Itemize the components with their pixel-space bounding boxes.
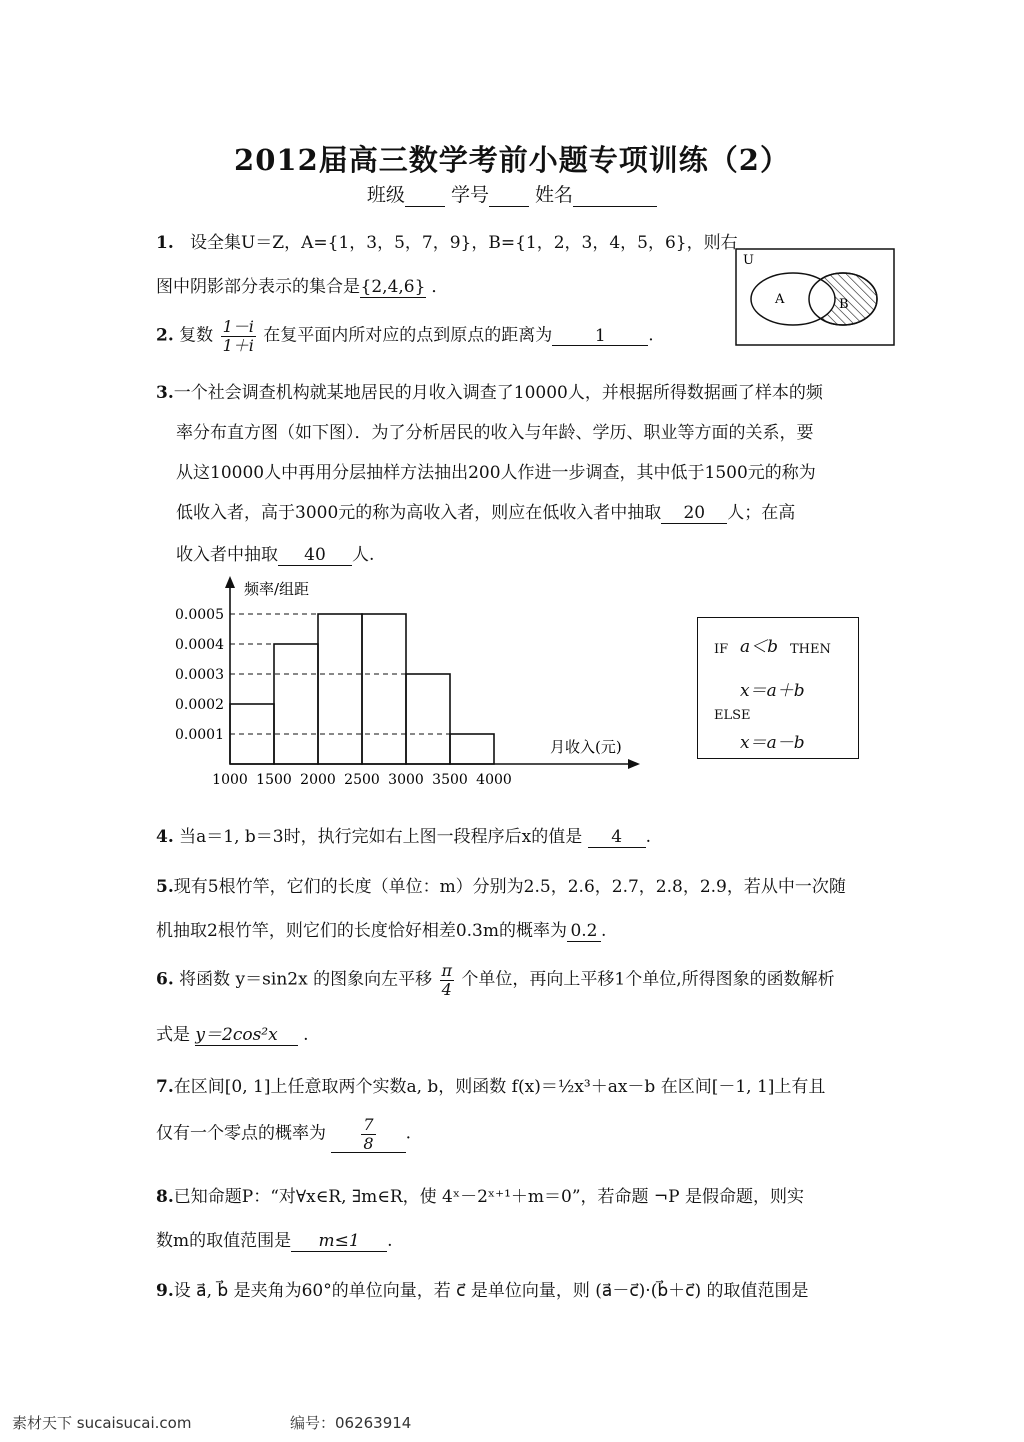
id-label: 学号 xyxy=(450,184,489,206)
q5-answer: 0.2 xyxy=(567,922,601,942)
footer-watermark xyxy=(0,1404,1024,1442)
q5-text-2: 机抽取2根竹竿，则它们的长度恰好相差0.3m的概率为 xyxy=(156,921,567,941)
x-axis-label: 月收入(元) xyxy=(550,738,622,756)
y-tick-label: 0.0002 xyxy=(175,697,224,713)
x-tick-label: 1000 xyxy=(212,772,248,788)
y-tick-label: 0.0003 xyxy=(175,667,224,683)
q8-number: 8. xyxy=(156,1187,174,1207)
q7-frac-den: 8 xyxy=(363,1133,374,1153)
q5-line1 xyxy=(156,872,846,897)
q3-answer-low: 20 xyxy=(661,504,727,524)
prog-stmt-2: x＝a－b xyxy=(740,733,805,753)
q3-line1 xyxy=(156,378,823,403)
name-blank xyxy=(573,184,657,207)
q5-text-1: 现有5根竹竿，它们的长度（单位：m）分别为2.5，2.6，2.7，2.8，2.9，若从中一次随 xyxy=(173,877,846,897)
q3-text-1: 一个社会调查机构就某地居民的月收入调查了10000人，并根据所得数据画了样本的频 xyxy=(173,383,823,403)
q7-end: . xyxy=(405,1123,411,1144)
q8-end: . xyxy=(387,1231,393,1251)
q9-line xyxy=(156,1276,809,1301)
histogram-bar xyxy=(406,674,450,764)
q2-answer: 1 xyxy=(552,327,648,347)
x-tick-label: 2500 xyxy=(344,772,380,788)
q2-line xyxy=(156,318,654,354)
q3-text-5b: 人. xyxy=(352,545,375,565)
venn-b-label: B xyxy=(839,297,849,312)
q8-line2 xyxy=(156,1226,393,1252)
q4-text: 当a＝1, b＝3时，执行完如右上图一段程序后x的值是 xyxy=(179,827,583,847)
q2-number: 2. xyxy=(156,325,174,346)
q2-post: 在复平面内所对应的点到原点的距离为 xyxy=(263,325,553,346)
q5-number: 5. xyxy=(156,877,174,897)
footer-site: 素材天下 sucaisucai.com xyxy=(12,1414,192,1432)
q4-end: . xyxy=(645,827,652,847)
q2-frac-den: 1＋i xyxy=(222,335,254,355)
q6-line1 xyxy=(156,962,835,998)
prog-cond: a＜b xyxy=(740,637,779,657)
histogram-bar xyxy=(450,734,494,764)
x-tick-label: 3500 xyxy=(432,772,468,788)
q3-text-4b: 人；在高 xyxy=(727,503,796,523)
prog-then: THEN xyxy=(790,642,831,657)
q3-line5 xyxy=(176,540,374,566)
q7-text-2: 仅有一个零点的概率为 xyxy=(156,1123,326,1144)
footer-code: 编号：06263914 xyxy=(290,1414,412,1432)
prog-stmt-1: x＝a＋b xyxy=(740,681,805,701)
q1-answer: {2,4,6} xyxy=(360,277,426,297)
q3-answer-high: 40 xyxy=(278,546,352,566)
q2-pre: 复数 xyxy=(179,325,214,346)
q6-frac-num: π xyxy=(441,961,453,980)
x-tick-label: 3000 xyxy=(388,772,424,788)
q3-line2: 率分布直方图（如下图）．为了分析居民的收入与年龄、学历、职业等方面的关系，要 xyxy=(176,423,814,443)
histogram-bar xyxy=(362,614,406,764)
q7-answer xyxy=(331,1116,405,1153)
class-blank xyxy=(405,184,445,207)
y-tick-label: 0.0005 xyxy=(175,607,224,623)
q3-line3: 从这10000人中再用分层抽样方法抽出200人作进一步调查，其中低于1500元的称为 xyxy=(176,463,816,483)
program-box xyxy=(697,617,859,759)
q6-line2 xyxy=(156,1020,309,1045)
q8-text-1: 已知命题P：“对∀x∈R, ∃m∈R，使 4ˣ－2ˣ⁺¹＋m＝0”，若命题 ¬P 是假命题，则实 xyxy=(173,1187,804,1207)
q1-line1 xyxy=(156,228,738,253)
histogram-chart xyxy=(160,572,660,792)
q7-line2 xyxy=(156,1116,411,1153)
q6-text-2: 式是 xyxy=(156,1025,190,1045)
q2-fraction xyxy=(221,318,256,354)
q3-number: 3. xyxy=(156,383,174,403)
q8-text-2: 数m的取值范围是 xyxy=(156,1231,292,1251)
prog-else: ELSE xyxy=(714,708,751,723)
x-tick-label: 1500 xyxy=(256,772,292,788)
histogram-bar xyxy=(318,614,362,764)
histogram-bar xyxy=(274,644,318,764)
q3-text-4a: 低收入者，高于3000元的称为高收入者，则应在低收入者中抽取 xyxy=(176,503,662,523)
name-label: 姓名 xyxy=(535,184,574,206)
q3-line4 xyxy=(176,498,795,524)
venn-diagram xyxy=(735,248,895,346)
x-tick-label: 2000 xyxy=(300,772,336,788)
venn-set-a xyxy=(751,273,835,325)
q6-end: . xyxy=(303,1025,309,1045)
id-blank xyxy=(489,184,529,207)
q3-text-5a: 收入者中抽取 xyxy=(176,545,278,565)
y-axis-label: 频率/组距 xyxy=(244,580,310,598)
q6-frac-den: 4 xyxy=(441,979,452,999)
q6-number: 6. xyxy=(156,969,174,990)
venn-u-label: U xyxy=(743,253,754,268)
q9-number: 9. xyxy=(156,1281,174,1301)
q4-line xyxy=(156,822,651,848)
q5-line2 xyxy=(156,916,606,942)
q7-number: 7. xyxy=(156,1077,174,1097)
q1-end: ． xyxy=(431,277,449,297)
q4-answer: 4 xyxy=(588,828,646,848)
q7-text-1: 在区间[0, 1]上任意取两个实数a, b，则函数 f(x)＝½x³＋ax－b 在区间[－1, 1]上有且 xyxy=(173,1077,826,1097)
q7-frac-num: 7 xyxy=(363,1115,374,1134)
q4-number: 4. xyxy=(156,827,174,847)
q5-end: . xyxy=(600,921,607,941)
page-title: 2012届高三数学考前小题专项训练（2） xyxy=(234,143,790,177)
y-tick-label: 0.0001 xyxy=(175,727,224,743)
q2-frac-num: 1－i xyxy=(222,317,254,336)
q9-text: 设 a⃗, b⃗ 是夹角为60°的单位向量，若 c⃗ 是单位向量，则 (a⃗－c⃗)·(b⃗＋c⃗) 的取值范围是 xyxy=(173,1281,809,1301)
q6-pre: 将函数 y＝sin2x 的图象向左平移 xyxy=(179,969,433,990)
q6-post: 个单位，再向上平移1个单位,所得图象的函数解析 xyxy=(461,969,835,990)
q1-number: 1. xyxy=(156,233,174,253)
prog-if: IF xyxy=(714,642,729,657)
q7-fraction xyxy=(361,1116,375,1152)
q7-line1 xyxy=(156,1072,825,1097)
x-tick-label: 4000 xyxy=(476,772,512,788)
q6-fraction xyxy=(440,962,455,998)
y-axis-arrow xyxy=(225,576,235,588)
q1-text: 设全集U＝Z，A={1，3，5，7，9}，B={1，2，3，4，5，6}，则右 xyxy=(189,233,738,253)
q1-line2 xyxy=(156,272,448,298)
q8-answer: m≤1 xyxy=(291,1232,387,1252)
q8-line1 xyxy=(156,1182,804,1207)
q6-answer: y＝2cos²x xyxy=(195,1025,297,1046)
x-axis-arrow xyxy=(628,759,640,769)
y-tick-label: 0.0004 xyxy=(175,637,224,653)
venn-a-label: A xyxy=(775,292,785,307)
q1-text-2: 图中阴影部分表示的集合是 xyxy=(156,277,360,297)
q2-end: . xyxy=(648,325,654,346)
student-info-line xyxy=(0,180,1024,207)
class-label: 班级 xyxy=(366,184,405,206)
